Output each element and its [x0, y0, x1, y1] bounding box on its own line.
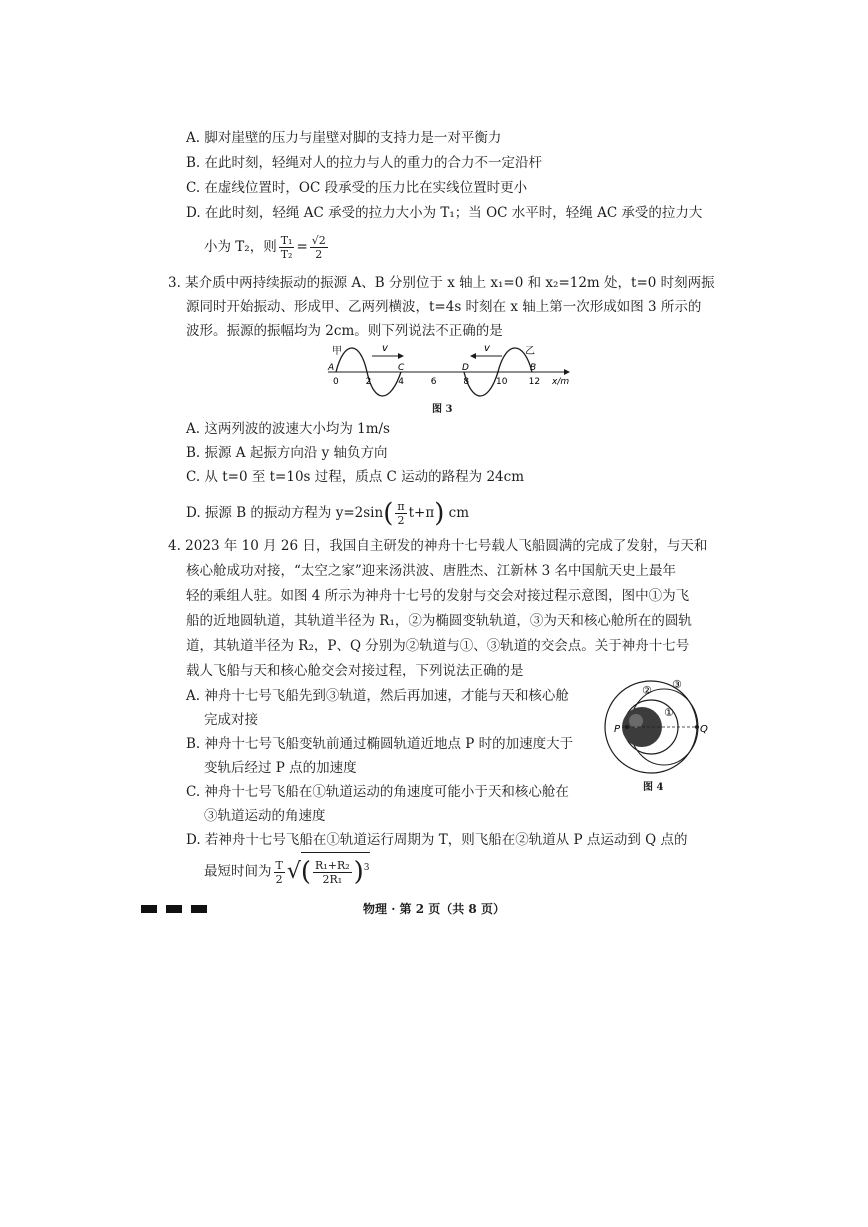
fig3-tick-12: 12: [528, 377, 541, 387]
q4-option-d-line1: D. 若神舟十七号飞船在①轨道运行周期为 T，则飞船在②轨道从 P 点运动到 Q 点的: [186, 832, 688, 848]
fig3-axis-label: x/m: [552, 377, 570, 387]
fig3-tick-4: 4: [398, 377, 404, 387]
q4-stem-line4: 船的近地圆轨道，其轨道半径为 R₁，②为椭圆变轨轨道，③为天和核心舱所在的圆轨: [186, 613, 692, 629]
fig3-yi: 乙: [525, 346, 535, 357]
q3-paren-open: (: [383, 498, 394, 529]
fig3-tick-0: 0: [333, 377, 339, 387]
q3-stem-line2: 源同时开始振动、形成甲、乙两列横波，t=4s 时刻在 x 轴上第一次形成如图 3 所示的: [186, 299, 702, 315]
fig3-point-B: B: [530, 363, 537, 373]
fig4-orbit-1-label: ①: [664, 706, 674, 719]
fig3-tick-6: 6: [430, 377, 437, 387]
q4-stem-line2: 核心舱成功对接，“太空之家”迎来汤洪波、唐胜杰、江新林 3 名中国航天史上最年: [186, 563, 676, 579]
figure4-caption: 图 4: [643, 782, 664, 793]
q4-coef-fraction: [274, 859, 285, 886]
point-P-marker: [625, 725, 629, 729]
fig4-orbit-2-label: ②: [642, 684, 652, 697]
q4-inner-num: R₁+R₂: [315, 858, 350, 872]
q4-inner-den: 2R₁: [322, 872, 343, 886]
q4-paren-close: ): [353, 857, 364, 887]
figure3-wave-diagram: [320, 336, 580, 406]
fig3-point-D: D: [462, 363, 469, 373]
q4-option-b-line2: 变轨后经过 P 点的加速度: [204, 760, 357, 776]
q3-option-a: A. 这两列波的波速大小均为 1m/s: [186, 421, 390, 437]
fig3-point-A: A: [328, 363, 335, 373]
fig3-tick-8: 8: [463, 377, 470, 387]
q3-omega-fraction: [395, 500, 406, 527]
q4-option-c-line2: ③轨道运动的角速度: [204, 808, 326, 824]
q4-option-a-line1: A. 神舟十七号飞船先到③轨道，然后再加速，才能与天和核心舱: [186, 688, 569, 704]
page-footer: 物理 · 第 2 页（共 8 页）: [363, 902, 505, 916]
q3-option-b: B. 振源 A 起振方向沿 y 轴负方向: [186, 445, 388, 461]
q2-rhs-den: 2: [315, 248, 323, 261]
q3-paren-close: ): [434, 498, 445, 529]
q2-rhs-num: √2: [311, 234, 326, 247]
fig3-tick-labels: [333, 377, 540, 387]
fig3-point-C: C: [398, 363, 405, 373]
fig4-orbit-3-label: ③: [672, 678, 682, 691]
q2-option-d-line1: D. 在此时刻，轻绳 AC 承受的拉力大小为 T₁；当 OC 水平时，轻绳 AC 承受的拉力大: [186, 205, 703, 221]
q3-option-d-unit: cm: [448, 505, 470, 521]
q3-option-d-prefix: D. 振源 B 的振动方程为 y=2sin: [186, 505, 384, 521]
q2-equals: =: [296, 239, 308, 255]
q4-stem-line1: 4. 2023 年 10 月 26 日，我国自主研发的神舟十七号载人飞船圆满的完成了发射，与天和: [168, 538, 708, 554]
q3-option-d: [186, 500, 469, 527]
q2-option-b: B. 在此时刻，轻绳对人的拉力与人的重力的合力不一定沿杆: [186, 155, 543, 171]
fig3-tick-2: 2: [365, 377, 372, 387]
q2-ratio-num: T₁: [280, 234, 293, 247]
q4-option-b-line1: B. 神舟十七号飞船变轨前通过椭圆轨道近地点 P 时的加速度大于: [186, 736, 574, 752]
fig3-tick-10: 10: [496, 377, 508, 387]
q4-inner-fraction: [313, 859, 352, 886]
fig3-v-left: v: [382, 343, 388, 354]
q3-option-d-suffix: t+π: [408, 505, 435, 521]
q3-omega-den: 2: [397, 514, 405, 527]
q4-sqrt-body: [301, 852, 370, 887]
q4-paren-open: (: [300, 857, 312, 887]
fig3-v-right: v: [484, 343, 490, 354]
fig3-jia: 甲: [332, 346, 342, 357]
figure4-orbit-diagram: [594, 676, 714, 776]
q4-option-c-line1: C. 神舟十七号飞船在①轨道运动的角速度可能小于天和核心舱在: [186, 784, 569, 800]
q4-stem-line5: 道，其轨道半径为 R₂，P、Q 分别为②轨道与①、③轨道的交会点。关于神舟十七号: [186, 638, 690, 654]
q2-rhs-fraction: [310, 234, 328, 261]
q3-option-c: C. 从 t=0 至 t=10s 过程，质点 C 运动的路程为 24cm: [186, 469, 525, 485]
q2-option-d-prefix: 小为 T₂，则: [204, 239, 277, 255]
point-Q-marker: [695, 725, 699, 729]
q4-coef-den: 2: [275, 872, 283, 886]
q4-option-d-line2: [204, 852, 370, 888]
q4-power: 3: [363, 863, 370, 873]
q4-option-a-line2: 完成对接: [204, 712, 258, 728]
figure3-caption: 图 3: [432, 404, 453, 415]
q4-stem-line6: 载人飞船与天和核心舱交会对接过程，下列说法正确的是: [186, 663, 524, 679]
q3-stem-line3: 波形。振源的振幅均为 2cm。则下列说法不正确的是: [186, 323, 503, 339]
q2-option-a: A. 脚对崖壁的压力与崖壁对脚的支持力是一对平衡力: [186, 130, 502, 146]
q3-omega-num: π: [397, 500, 405, 513]
q2-option-d-line2: [204, 234, 330, 261]
q2-ratio-fraction: [279, 234, 295, 261]
fig4-Q-label: Q: [700, 724, 708, 735]
q2-option-c: C. 在虚线位置时，OC 段承受的压力比在实线位置时更小: [186, 180, 528, 196]
q2-ratio-den: T₂: [280, 248, 293, 261]
q4-option-d-prefix: 最短时间为: [204, 863, 272, 880]
q4-stem-line3: 轻的乘组人驻。如图 4 所示为神舟十七号的发射与交会对接过程示意图，图中①为飞: [186, 588, 690, 604]
fig4-P-label: P: [614, 724, 621, 735]
earth-continent: [629, 714, 643, 728]
q3-stem-line1: 3. 某介质中两持续振动的振源 A、B 分别位于 x 轴上 x₁=0 和 x₂=12m 处，t=0 时刻两振: [168, 275, 715, 291]
q4-coef-num: T: [275, 858, 283, 872]
q4-sqrt-sign: √: [286, 859, 301, 884]
